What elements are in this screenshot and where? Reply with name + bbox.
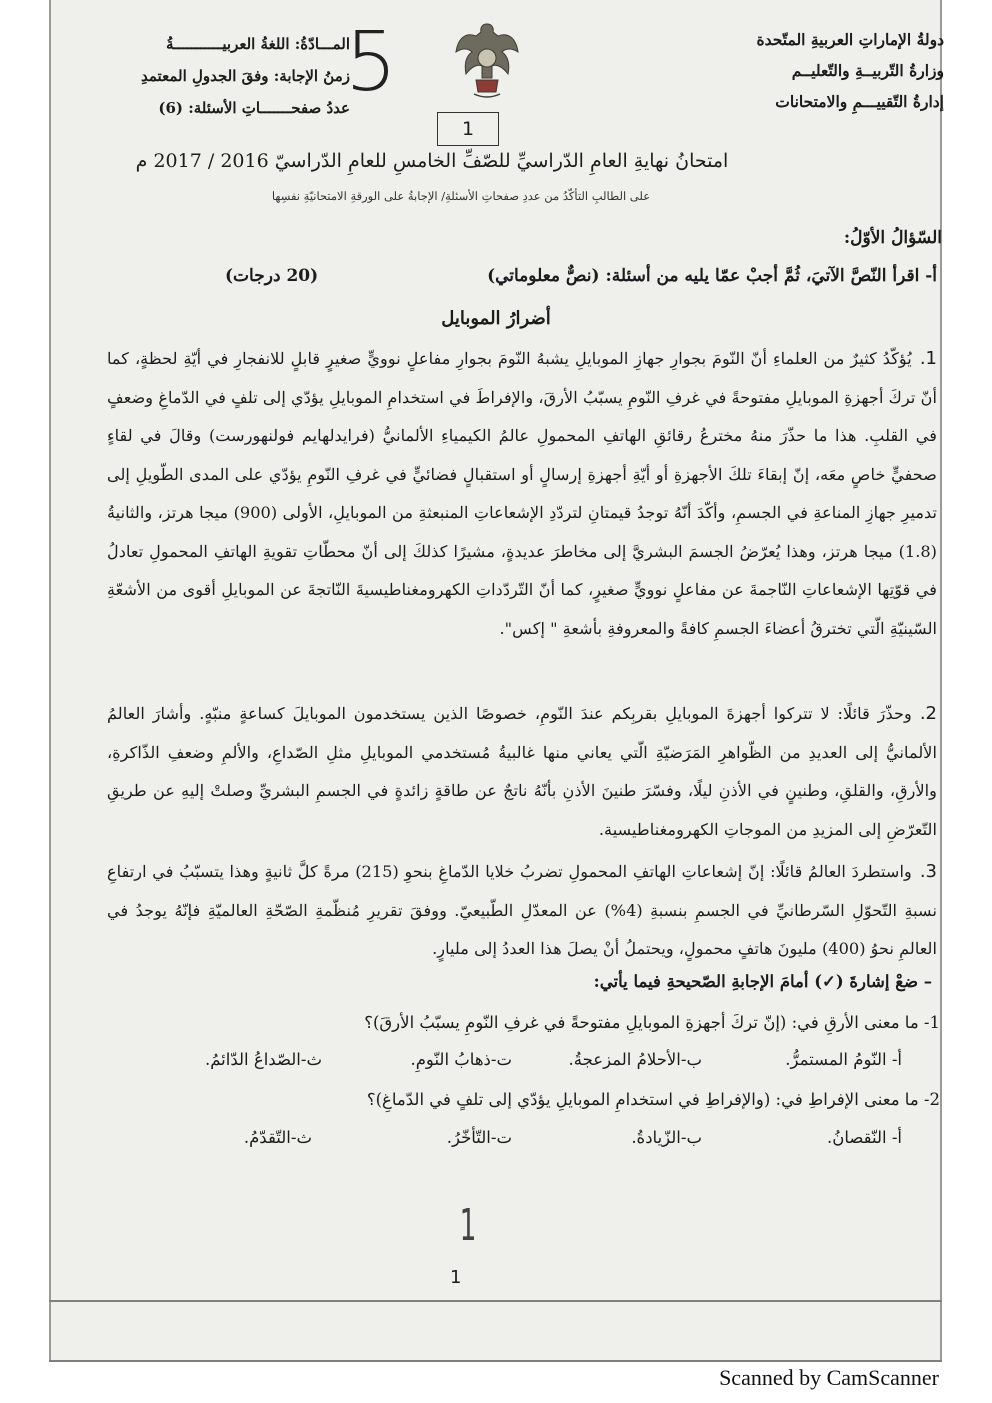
mcq-question-2: 2- ما معنى الإفراطِ في: (والإفراطِ في استخدامِ الموبايلِ يؤدّي إلى تلفٍ في الدّماغِ)؟ — [366, 1090, 940, 1109]
mcq-options-1 — [120, 1050, 902, 1084]
ministry-name: وزارةُ التّربيــةِ والتّعليــم — [791, 61, 944, 80]
time-line: زمنُ الإجابة: وفقَ الجدولِ المعتمدِ — [141, 67, 350, 85]
paragraph-1 — [107, 340, 937, 648]
mcq-question-1: 1- ما معنى الأرقِ في: (إنّ تركَ أجهزةِ الموبايلِ مفتوحةً في غرفِ النّومِ يسبّبُ الأرقَ)؟ — [364, 1013, 940, 1032]
exam-title: امتحانُ نهايةِ العامِ الدّراسيِّ للصّفِّ الخامسِ للعامِ الدّراسيّ 2016 / 2017 م — [135, 150, 729, 172]
paragraph-text: يُؤكّدُ كثيرٌ من العلماءِ أنّ النّومَ بجوارِ جهازِ الموبايلِ يشبهُ النّومَ بجوارِ مفاعلٍ نوويٍّ صغيرٍ قابلٍ للانفجارِ في أيّةِ لحظةٍ، كما أنّ تركَ أجهزةِ الموبايلِ مفتوحةً في غرفِ النّومِ يسبّبُ الأرقَ، والإفراطَ في استخدامِ الموبايلِ يؤدّي إلى تلفٍ في الدّماغِ وضعفٍ في القلبِ. هذا ما حذّرَ منهُ مخترعُ رقائقِ الهاتفِ المحمولِ عالمُ الكيمياءِ الألمانيُّ (فرايدلهايم فولنهورست) وقالَ في لقاءٍ صحفيٍّ خاصٍ معَه، إنّ إبقاءَ تلكَ الأجهزةِ أو أيّةِ أجهزةِ إرسالٍ أو استقبالٍ فضائيٍّ في غرفِ النّومِ يؤدّي على المدى الطّويلِ إلى تدميرِ جهازِ المناعةِ في الجسمِ، وأكّدَ أنّهُ توجدُ قيمتانِ لتردّدِ الإشعاعاتِ المنبعثةِ من الموبايلِ، الأولى (900) ميجا هرتز، والثانيةُ (1.8) ميجا هرتز، وهذا يُعرّضُ الجسمَ البشريَّ إلى مخاطرَ عديدةٍ، مشيرًا كذلكَ إلى أنّ محطّاتِ تقويةِ الهاتفِ المحمولِ تعادلُ في قوّتِها الإشعاعاتِ النّاجمةَ عن مفاعلٍ نوويٍّ صغيرٍ، كما أنّ التّردّداتِ الكهرومغناطيسيةَ النّاتجةَ عن الموبايلِ أقوى من الأشعّةِ السّينيّةِ الّتي تخترقُ أعضاءَ الجسمِ كافةً والمعروفةِ بأشعةِ " إكس". — [107, 349, 938, 638]
option-b[interactable]: ب-الزّيادةُ. — [631, 1128, 702, 1147]
paragraph-text: واستطردَ العالمُ قائلًا: إنّ إشعاعاتِ الهاتفِ المحمولِ تضربُ خلايا الدّماغِ بنحوِ (215) مرةً كلَّ ثانيةٍ وهذا يتسبّبُ في ارتفاعِ نسبةِ التّحوّلِ السّرطانيِّ في الجسمِ بنسبةِ (4%) عن المعدّلِ الطّبيعيّ. ووفقَ تقريرِ مُنظّمةِ الصّحّةِ العالميّةِ فإنّهُ يوجدُ في العالمِ نحوُ (400) مليونَ هاتفٍ محمولٍ، ويحتملُ أنْ يصلَ هذا العددُ إلى مليارٍ. — [107, 862, 937, 958]
handwritten-grade-mark: 5 — [345, 15, 398, 110]
department-name: إدارةُ التّقييـــمِ والامتحانات — [775, 92, 944, 111]
bottom-edge — [49, 1360, 942, 1362]
option-a[interactable]: أ- النّقصانُ. — [826, 1128, 902, 1147]
question-marks: (20 درجات) — [225, 266, 319, 286]
mcq-options-2 — [120, 1128, 902, 1162]
footer-divider — [49, 1300, 942, 1302]
uae-emblem-icon — [452, 18, 522, 104]
paragraph-3 — [107, 853, 937, 969]
exam-note: على الطالبِ التأكّدُ من عددِ صفحاتِ الأسئلةِ/ الإجابةُ على الورقةِ الامتحانيّةِ نفسِها — [271, 189, 651, 203]
subject-line: المـــادّةُ: اللغةُ العربيـــــــــــةُ — [166, 35, 350, 53]
option-b[interactable]: ب-الأحلامُ المزعجةُ. — [568, 1050, 702, 1069]
paragraph-text: وحذّرَ قائلًا: لا تتركوا أجهزةَ الموبايلِ بقربِكم عندَ النّومِ، خصوصًا الذين يستخدمون الموبايلَ كساعةٍ منبّهٍ. وأشارَ العالمُ الألمانيُّ إلى العديدِ من الظّواهرِ المَرَضيّةِ الّتي يعاني منها غالبيةُ مُستخدمي الموبايلِ مثلِ الصّداعِ، والألمِ وضعفِ الذّاكرةِ، والأرقِ، والقلقِ، وطنينٍ في الأذنِ ليلًا، وفسّرَ طنينَ الأذنِ بأنّهُ ناتجٌ عن طاقةٍ زائدةٍ في الجسمِ البشريِّ وصلتْ إليهِ عن طريقِ التّعرّضِ إلى المزيدِ من الموجاتِ الكهرومغناطيسية. — [107, 704, 937, 839]
pages-count-line: عددُ صفحـــــــاتِ الأسئلة: (6) — [158, 99, 350, 117]
subject-header — [60, 28, 350, 124]
option-a[interactable]: أ- النّومُ المستمرُّ. — [785, 1050, 902, 1069]
paragraph-number: 1. — [919, 348, 937, 369]
option-d[interactable]: ث-الصّداعُ الدّائمُ. — [204, 1050, 322, 1069]
paragraph-2 — [107, 695, 937, 849]
page-footer-number: 1 — [450, 1267, 462, 1288]
handwritten-score: 1 — [459, 1200, 477, 1251]
ministry-header — [704, 24, 944, 117]
option-c[interactable]: ت-ذهابُ النّومِ. — [410, 1050, 512, 1069]
page-number-box: 1 — [437, 112, 499, 146]
reading-text-title: أضرارُ الموبايل — [441, 308, 551, 329]
question-heading: السّؤالُ الأوّلُ: — [843, 228, 942, 248]
question-instruction: أ- اقرأ النّصَّ الآتيَ، ثُمَّ أجبْ عمّا يليه من أسئلة: (نصٌّ معلوماتي) — [487, 266, 937, 286]
option-d[interactable]: ث-التّقدّمُ. — [243, 1128, 312, 1147]
paragraph-number: 2. — [919, 703, 937, 724]
scanner-watermark: Scanned by CamScanner — [719, 1365, 939, 1390]
country-name: دولةُ الإماراتِ العربيةِ المتّحدة — [756, 30, 944, 49]
option-c[interactable]: ت-التّأخّرُ. — [446, 1128, 512, 1147]
task-instruction: – ضعْ إشارةَ (✓) أمامَ الإجابةِ الصّحيحةِ فيما يأتي: — [593, 972, 932, 991]
paragraph-number: 3. — [919, 861, 937, 882]
